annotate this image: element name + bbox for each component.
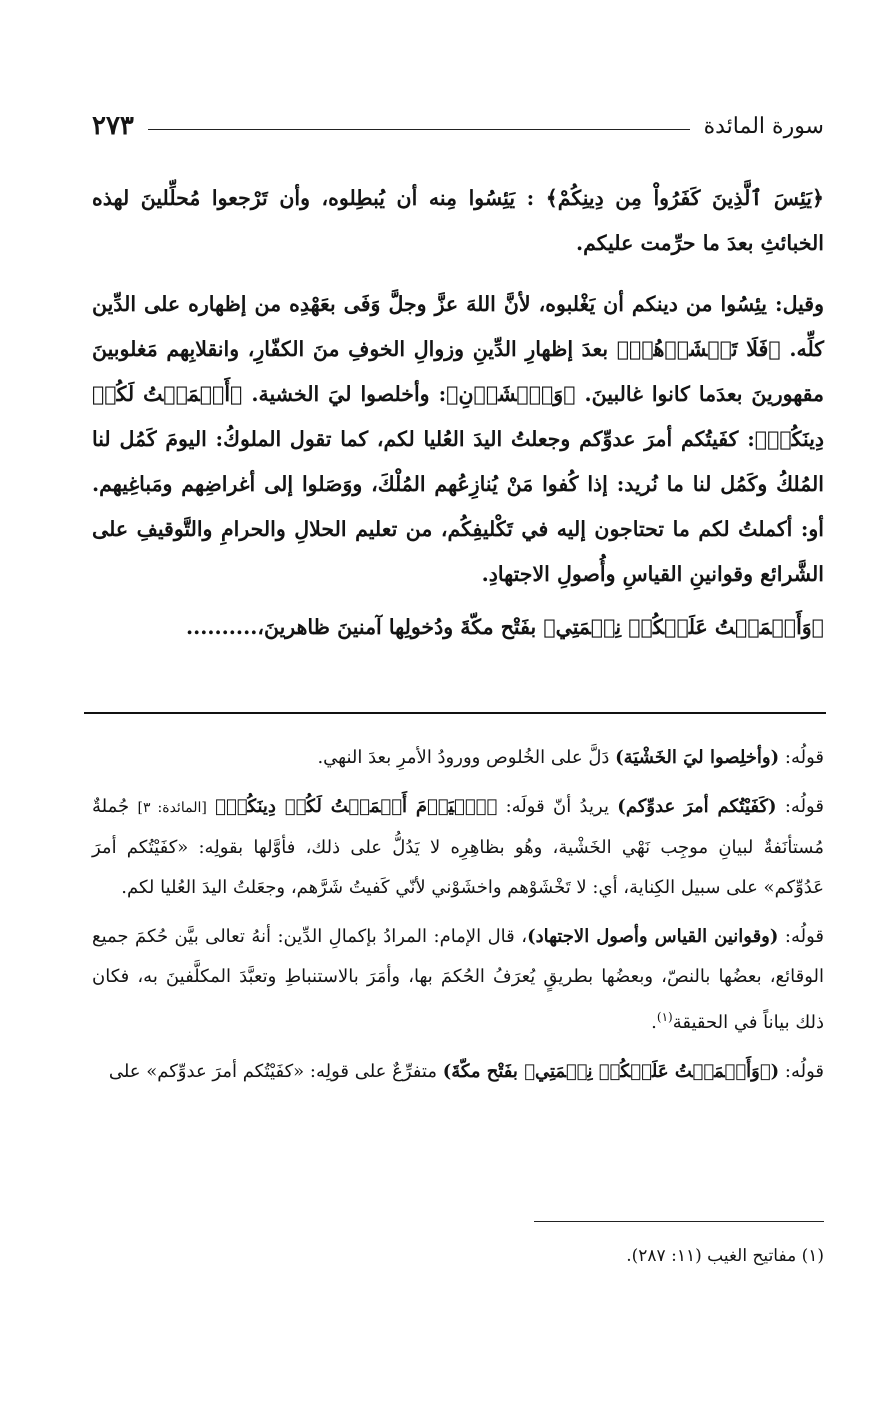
gloss-text: متفرِّعٌ على قولِه: «كفَيْتُكم أمرَ عدوِّكم» على (108, 1061, 437, 1082)
main-commentary (92, 176, 824, 650)
gloss-text: دَلَّ على الخُلوص وورودُ الأمرِ بعدَ النهي. (317, 747, 610, 768)
gloss-text: . (651, 1012, 657, 1033)
paragraph-text: : (747, 427, 755, 451)
gloss-label: قولُه: (784, 796, 824, 817)
section-divider (84, 712, 826, 714)
gloss-label: قولُه: (784, 926, 824, 947)
gloss-text: يريدُ أنّ قولَه: (505, 796, 609, 817)
gloss-term-open: ( (770, 1061, 780, 1082)
quran-quote: ﴿يَئِسَ ٱلَّذِينَ كَفَرُواْ مِن دِينِكُمْ﴾ (545, 186, 824, 210)
quran-quote: ﴿وَأَتۡمَمۡتُ عَلَيۡكُمۡ نِعۡمَتِي﴾ (524, 1061, 771, 1082)
paragraph-text: وقيل: يئِسُوا من دينكم أن يَغْلبوه، لأنَّ اللهَ عزَّ وجلَّ وَفَى بعَهْدِه من إظهاره على الدِّين كلِّه. (92, 292, 824, 361)
bold-phrase: بفَتْح مكّةَ (460, 615, 537, 639)
quran-quote: ﴿وَأَتۡمَمۡتُ عَلَيۡكُمۡ نِعۡمَتِي﴾ (543, 615, 824, 639)
gloss-text: جُملةٌ مُستأنَفةٌ لبيانِ موجِب نَهْي الخَشْية، وهُو بظاهِرِه لا يَدُلُّ على ذلك، فأوَّلها بقولِه: «كفَيْتُكم أمرَ عَدُوِّكم» على سبيل الكِناية، أي: لا تَخْشَوْهم واخشَوْني لأنّي كَفيتُ شَرَّهم، وجعَلتُ اليدَ العُليا لكم. (92, 796, 824, 898)
quran-quote: ﴿أَكۡمَلۡتُ لَكُمۡ دِينَكُمۡ﴾ (92, 382, 825, 451)
gloss-paragraph-3 (92, 917, 824, 1043)
verse-reference: [المائدة: ٣] (137, 800, 207, 816)
footnote-rule (534, 1221, 824, 1222)
quran-quote: ﴿وَٱخۡشَوۡنِ﴾ (446, 382, 576, 406)
paragraph-text: : (438, 382, 447, 406)
footnote-marker[interactable]: (١) (656, 1010, 673, 1024)
gloss-section (92, 738, 824, 1101)
bold-phrase: كفَيتُكم أمرَ عدوِّكم (579, 427, 739, 451)
quran-quote: ﴿ٱلۡيَوۡمَ أَكۡمَلۡتُ لَكُمۡ دِينَكُمۡ﴾ (215, 796, 498, 817)
bold-phrase: وأخلصوا ليَ الخشية. (251, 382, 430, 406)
quran-quote: ﴿فَلَا تَخۡشَوۡهُمۡ﴾ (616, 337, 781, 361)
gloss-label: قولُه: (784, 1061, 824, 1082)
paragraph-text: بعدَ إظهارِ الدِّينِ وزوالِ الخوفِ منَ الكفّارِ، وانقلابِهم مَغلوبينَ مقهورينَ بعدَما كانوا غالبينَ. (92, 337, 825, 406)
main-paragraph-2 (92, 282, 824, 597)
gloss-term: (كَفَيْتُكم أمرَ عدوِّكم) (617, 796, 777, 817)
gloss-term: (وأخلِصوا ليَ الخَشْيَة) (615, 747, 780, 768)
surah-title: سورة المائدة (703, 113, 824, 139)
gloss-paragraph-4 (92, 1052, 824, 1092)
gloss-term (443, 1061, 779, 1082)
paragraph-text: وجعلتُ اليدَ العُليا لكم، كما تقول الملوكُ: اليومَ كَمُل لنا المُلكُ وكَمُل لنا ما نُريد: إذا كُفوا مَنْ يُنازِعُهم المُلْكَ، ووَصَلوا إلى أغراضِهم ومَباغِيهم. أو: أكملتُ لكم ما تحتاجون إليه في تَكْليفِكُم، من تعليم الحلالِ والحرامِ والتَّوقيفِ على الشَّرائع (92, 427, 824, 586)
bold-phrase: وقوانينِ القياسِ وأُصولِ الاجتهادِ. (481, 562, 753, 586)
main-paragraph-3 (92, 605, 824, 650)
footnote (92, 1240, 824, 1272)
book-page (92, 0, 824, 1413)
continuation-dots: .......... (185, 615, 258, 639)
gloss-paragraph-2 (92, 787, 824, 908)
gloss-text: ، قال الإمام: المرادُ بإكمالِ الدِّين: أنهُ تعالى بيَّن حُكمَ جميع الوقائع، بعضُها بالنصّ، وبعضُها بطريقٍ يُعرَفُ الحُكمَ بها، وأمَرَ بالاستنباطِ وتعبَّدَ المكلَّفينَ به، فكان ذلك بياناً في الحقيقة (92, 926, 824, 1033)
gloss-term: (وقوانين القياس وأصول الاجتهاد) (527, 926, 779, 947)
header-rule (148, 129, 690, 130)
running-header (92, 106, 824, 146)
main-paragraph-1 (92, 176, 824, 266)
gloss-paragraph-1 (92, 738, 824, 778)
gloss-label: قولُه: (784, 747, 824, 768)
paragraph-text: ودُخولِها آمنينَ ظاهرينَ، (257, 615, 454, 639)
gloss-term-close: بفَتْح مكّةَ) (442, 1061, 518, 1082)
page-number: ٢٧٣ (92, 111, 134, 141)
footnote-text: (١) مفاتيح الغيب (١١: ٢٨٧). (626, 1246, 824, 1266)
paragraph-text: : يَئِسُوا مِنه أن يُبطِلوه، وأن تَرْجعوا مُحلِّلينَ لهذه الخبائثِ بعدَ ما حرِّمت عليكم. (92, 186, 824, 255)
